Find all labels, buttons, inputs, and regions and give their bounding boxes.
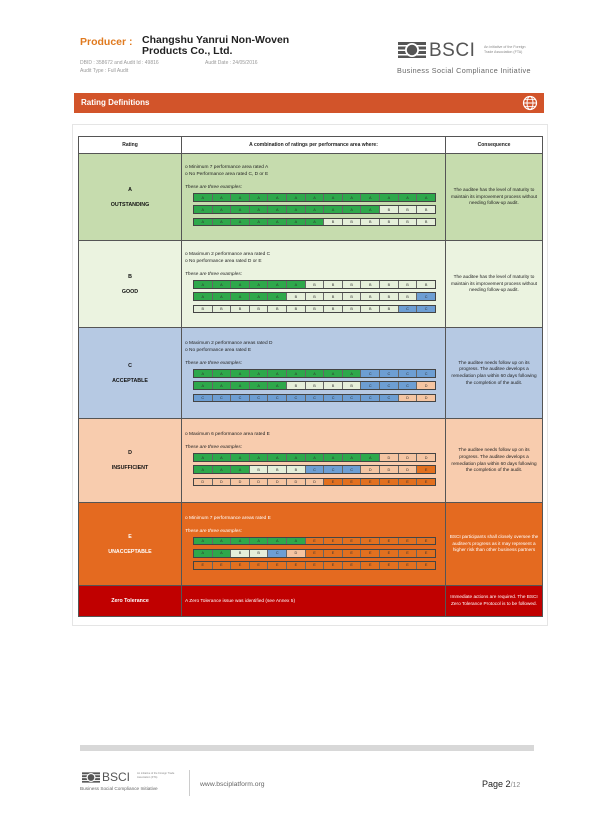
grade-cell: C [399,382,418,389]
grade-cell: D [250,479,269,486]
grade-cell: B [361,293,380,300]
grade-cell: E [380,562,399,569]
section-header [74,93,544,113]
grade-cell: E [343,479,362,486]
grade-cell: C [399,306,418,313]
footer-bar [80,745,534,751]
grade-cell: B [324,293,343,300]
grade-cell: A [213,466,232,473]
page-number [482,779,520,789]
grade-cell: B [324,382,343,389]
footer-bsci-wordmark: BSCI [102,770,131,784]
grade-cell: C [343,395,362,402]
rating-name: GOOD [121,288,139,295]
producer-label: Producer : [80,36,133,48]
example-sequence [193,193,436,202]
grade-cell: A [194,550,213,557]
grade-cell: B [399,281,418,288]
rating-row-b [79,241,543,328]
page-current: 2 [505,779,511,789]
grade-cell: A [250,538,269,545]
rating-row-d [79,419,543,503]
grade-cell: A [194,454,213,461]
grade-cell: A [231,382,250,389]
rating-letter: B [128,273,132,280]
grade-cell: A [268,219,287,226]
grade-cell: E [361,479,380,486]
criteria-bullet: o No performance area rated E [185,348,252,354]
grade-cell: C [231,395,250,402]
grade-cell: A [268,293,287,300]
grade-cell: D [380,454,399,461]
rating-definitions-table [78,136,543,617]
grade-cell: D [399,395,418,402]
grade-cell: B [343,281,362,288]
grade-cell: C [361,395,380,402]
grade-cell: A [213,550,232,557]
audit-meta-line [80,60,258,66]
grade-cell: B [194,306,213,313]
grade-cell: C [361,370,380,377]
grade-cell: A [417,194,435,201]
grade-cell: A [287,454,306,461]
grade-cell: E [306,538,325,545]
grade-cell: D [306,479,325,486]
header-consequence: Consequence [446,137,543,154]
combination-cell [182,419,446,503]
grade-cell: E [361,550,380,557]
example-sequence [193,218,436,227]
grade-cell: A [287,370,306,377]
grade-cell: B [324,306,343,313]
grade-cell: C [324,466,343,473]
grade-cell: A [194,538,213,545]
grade-cell: B [250,550,269,557]
grade-cell: B [380,306,399,313]
grade-cell: A [231,454,250,461]
grade-cell: E [268,562,287,569]
grade-cell: B [399,206,418,213]
grade-cell: A [213,293,232,300]
grade-cell: C [361,382,380,389]
grade-cell: A [287,281,306,288]
grade-cell: C [417,306,435,313]
grade-cell: A [287,538,306,545]
grade-cell: D [417,454,435,461]
example-sequence [193,292,436,301]
grade-cell: E [399,538,418,545]
grade-cell: B [268,306,287,313]
grade-cell: A [231,293,250,300]
grade-cell: A [306,206,325,213]
grade-cell: E [399,550,418,557]
grade-cell: B [287,293,306,300]
grade-cell: C [306,395,325,402]
grade-cell: B [287,466,306,473]
grade-cell: D [287,550,306,557]
grade-cell: B [380,219,399,226]
rating-row-e [79,503,543,586]
grade-cell: E [250,562,269,569]
grade-cell: A [194,206,213,213]
grade-cell: D [399,466,418,473]
grade-cell: A [250,194,269,201]
combination-cell [182,328,446,419]
footer-divider [189,770,190,796]
header-combination: A combination of ratings per performance area where: [182,137,446,154]
grade-cell: B [343,382,362,389]
grade-cell: A [324,194,343,201]
consequence-cell: The auditee has the level of maturity to maintain its improvement process without needing follow-up audit. [446,241,543,328]
example-sequence [193,369,436,378]
grade-cell: B [361,219,380,226]
grade-cell: B [324,219,343,226]
bsci-mark-icon [398,42,426,58]
rating-letter: A [128,186,132,193]
section-title: Rating Definitions [81,98,150,107]
consequence-cell: The auditee needs follow up on its progress. The auditee develops a remediation plan within 60 days following the completion of the audit. [446,419,543,503]
grade-cell: E [231,562,250,569]
grade-cell: A [194,194,213,201]
grade-cell: D [194,479,213,486]
header-rating: Rating [79,137,182,154]
grade-cell: E [324,562,343,569]
grade-cell: A [250,206,269,213]
criteria-bullet: o Minimum 7 performance areas rated E [185,515,271,521]
grade-cell: A [343,454,362,461]
grade-cell: E [324,550,343,557]
grade-cell: B [343,306,362,313]
example-sequence [193,537,436,546]
grade-cell: B [287,382,306,389]
bsci-wordmark: BSCI [429,40,476,61]
criteria-bullet: o No Performance area rated C, D or E [185,172,269,178]
grade-cell: D [231,479,250,486]
criteria-bullet: o Maximum 2 performance area rated C [185,252,271,258]
combination-cell [182,503,446,586]
grade-cell: A [250,382,269,389]
grade-cell: A [306,194,325,201]
footer-bsci-logo [80,770,190,796]
grade-cell: A [306,454,325,461]
rating-row-c [79,328,543,419]
combination-cell [182,154,446,241]
example-sequence [193,453,436,462]
grade-cell: B [361,281,380,288]
rating-row-zero-tolerance [79,586,543,617]
grade-cell: A [399,194,418,201]
grade-cell: E [380,479,399,486]
examples-label: These are three examples: [185,361,243,367]
grade-cell: E [417,550,435,557]
grade-cell: C [417,370,435,377]
grade-cell: A [268,194,287,201]
bsci-tagline: Business Social Compliance Initiative [397,66,531,75]
grade-cell: A [213,281,232,288]
grade-cell: A [194,466,213,473]
grade-cell: A [268,370,287,377]
examples-label: These are three examples: [185,528,243,534]
zero-tolerance-consequence: Immediate actions are required. The BSCI Zero Tolerance Protocol is to be followed. [446,586,543,617]
consequence-cell: The auditee has the level of maturity to maintain its improvement process without needing follow-up audit. [446,154,543,241]
grade-cell: C [343,466,362,473]
grade-cell: B [287,306,306,313]
rating-letter: D [128,450,132,456]
grade-cell: B [417,206,435,213]
rating-name: ACCEPTABLE [112,377,148,384]
grade-cell: E [380,538,399,545]
grade-cell: A [361,194,380,201]
grade-cell: A [250,370,269,377]
grade-cell: E [194,562,213,569]
grade-cell: A [231,219,250,226]
bsci-initiative-note: An initiative of the Foreign Trade Association (FTA) [484,45,526,54]
grade-cell: B [324,281,343,288]
grade-cell: C [380,382,399,389]
grade-cell: E [380,550,399,557]
grade-cell: A [194,281,213,288]
grade-cell: C [268,550,287,557]
grade-cell: B [231,550,250,557]
examples-label: These are three examples: [185,185,243,191]
example-sequence [193,381,436,390]
grade-cell: A [231,538,250,545]
grade-cell: A [324,206,343,213]
example-sequence [193,561,436,570]
grade-cell: B [343,219,362,226]
grade-cell: A [268,538,287,545]
grade-cell: A [287,206,306,213]
grade-cell: A [194,293,213,300]
grade-cell: B [380,206,399,213]
grade-cell: E [324,538,343,545]
footer-initiative-note: An initiative of the Foreign Trade Association (FTA) [137,772,175,779]
rating-cell [79,503,182,586]
grade-cell: B [231,306,250,313]
grade-cell: A [231,466,250,473]
grade-cell: E [399,479,418,486]
examples-label: These are three examples: [185,445,243,451]
rating-cell [79,328,182,419]
criteria-bullet: o No performance area rated D or E [185,259,262,265]
example-sequence [193,280,436,289]
grade-cell: B [399,219,418,226]
grade-cell: D [417,395,435,402]
rating-row-a [79,154,543,241]
grade-cell: A [343,370,362,377]
grade-cell: C [194,395,213,402]
rating-letter: C [128,362,132,369]
grade-cell: A [213,194,232,201]
grade-cell: A [268,382,287,389]
grade-cell: A [213,219,232,226]
grade-cell: D [417,382,435,389]
grade-cell: B [417,281,435,288]
grade-cell: C [417,293,435,300]
footer-url-link[interactable]: www.bsciplatform.org [200,781,265,788]
grade-cell: B [250,306,269,313]
grade-cell: E [361,562,380,569]
criteria-bullet: o Maximum 6 performance area rated E [185,432,270,438]
grade-cell: A [268,454,287,461]
grade-cell: E [306,562,325,569]
grade-cell: E [306,550,325,557]
grade-cell: E [417,479,435,486]
rating-name: INSUFFICIENT [111,465,149,471]
grade-cell: D [399,454,418,461]
grade-cell: E [343,550,362,557]
grade-cell: A [306,370,325,377]
grade-cell: B [361,306,380,313]
grade-cell: A [343,194,362,201]
rating-name: OUTSTANDING [110,201,150,208]
grade-cell: E [361,538,380,545]
grade-cell: A [194,370,213,377]
grade-cell: A [194,219,213,226]
dbid-text: DBID : 358672 and Audit Id : 49816 [80,60,159,66]
audit-type: Audit Type : Full Audit [80,68,129,74]
grade-cell: A [231,281,250,288]
grade-cell: D [287,479,306,486]
grade-cell: A [250,454,269,461]
example-sequence [193,205,436,214]
grade-cell: A [231,194,250,201]
grade-cell: A [324,370,343,377]
grade-cell: B [380,293,399,300]
grade-cell: C [287,395,306,402]
grade-cell: A [213,538,232,545]
bsci-mark-icon [82,772,100,783]
grade-cell: A [213,370,232,377]
grade-cell: A [343,206,362,213]
grade-cell: B [306,306,325,313]
rating-cell [79,419,182,503]
grade-cell: D [380,466,399,473]
grade-cell: C [306,466,325,473]
example-sequence [193,549,436,558]
grade-cell: E [417,562,435,569]
grade-cell: E [399,562,418,569]
grade-cell: B [306,293,325,300]
grade-cell: A [287,219,306,226]
grade-cell: A [361,206,380,213]
zero-tolerance-label: Zero Tolerance [79,586,182,617]
grade-cell: A [231,370,250,377]
grade-cell: A [287,194,306,201]
rating-definitions-panel [72,124,548,626]
grade-cell: A [268,281,287,288]
grade-cell: A [213,382,232,389]
rating-cell [79,154,182,241]
example-sequence [193,478,436,487]
grade-cell: A [250,219,269,226]
audit-date: Audit Date : 24/05/2016 [205,60,258,66]
grade-cell: C [380,395,399,402]
grade-cell: B [306,382,325,389]
grade-cell: C [213,395,232,402]
grade-cell: E [343,538,362,545]
criteria-bullet: o Maximum 2 performance areas rated D [185,341,273,347]
grade-cell: D [268,479,287,486]
grade-cell: B [250,466,269,473]
grade-cell: A [213,454,232,461]
footer-tagline: Business Social Compliance Initiative [80,786,158,791]
page-label: Page [482,779,504,789]
grade-cell: D [213,479,232,486]
grade-cell: A [194,382,213,389]
grade-cell: B [399,293,418,300]
grade-cell: A [231,206,250,213]
grade-cell: E [213,562,232,569]
grade-cell: C [250,395,269,402]
grade-cell: B [417,219,435,226]
grade-cell: A [250,293,269,300]
grade-cell: C [324,395,343,402]
example-sequence [193,305,436,314]
page-total: /12 [510,782,521,789]
grade-cell: B [380,281,399,288]
grade-cell: C [268,395,287,402]
grade-cell: B [268,466,287,473]
example-sequence [193,394,436,403]
grade-cell: C [380,370,399,377]
grade-cell: B [306,281,325,288]
grade-cell: A [268,206,287,213]
grade-cell: A [380,194,399,201]
zero-tolerance-text: A Zero Tolerance issue was identified (see Annex 5) [182,586,446,617]
rating-letter: E [128,533,132,540]
grade-cell: D [361,466,380,473]
grade-cell: E [324,479,343,486]
grade-cell: B [343,293,362,300]
grade-cell: C [399,370,418,377]
example-sequence [193,465,436,474]
rating-cell [79,241,182,328]
combination-cell [182,241,446,328]
consequence-cell: BSCI participants shall closely oversee the auditee's progress as it may represent a higher risk than other business partners [446,503,543,586]
grade-cell: A [324,454,343,461]
bsci-logo [395,40,545,80]
grade-cell: E [417,466,435,473]
grade-cell: E [287,562,306,569]
grade-cell: A [361,454,380,461]
criteria-bullet: o Minimum 7 performance area rated A [185,165,269,171]
grade-cell: A [250,281,269,288]
grade-cell: A [213,206,232,213]
grade-cell: E [343,562,362,569]
grade-cell: A [306,219,325,226]
examples-label: These are three examples: [185,272,243,278]
producer-name: Changshu Yanrui Non-Woven Products Co., Ltd. [142,34,290,57]
consequence-cell: The auditee needs follow up on its progress. The auditee develops a remediation plan within 60 days following the completion of the audit. [446,328,543,419]
grade-cell: E [417,538,435,545]
rating-name: UNACCEPTABLE [108,548,152,555]
grade-cell: B [213,306,232,313]
globe-icon [522,95,538,111]
